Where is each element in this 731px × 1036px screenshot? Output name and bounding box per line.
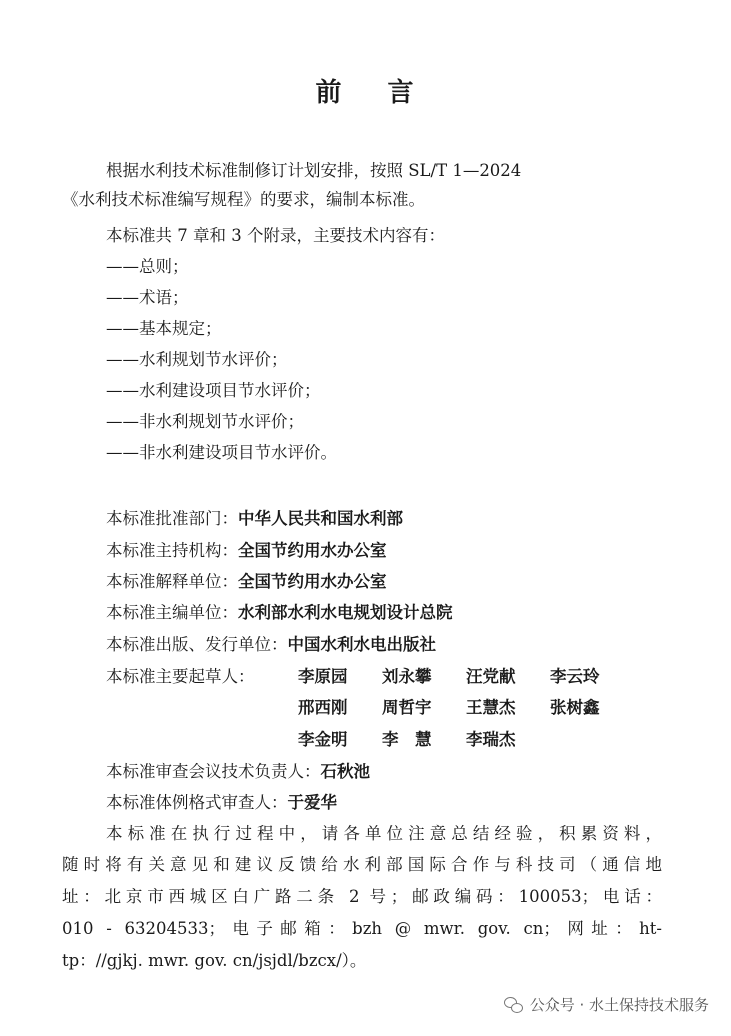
drafter-name: 周哲宇 — [382, 698, 432, 717]
publisher-row — [106, 634, 706, 656]
contents-item: ——基本规定； — [106, 319, 222, 338]
closing-line-2: 随时将有关意见和建议反馈给水利部国际合作与科技司（通信地 — [62, 855, 662, 874]
format-reviewer-label: 本标准体例格式审查人： — [106, 793, 288, 812]
approval-row — [106, 508, 706, 530]
drafter-name: 李 慧 — [382, 730, 432, 749]
drafter-name: 汪党献 — [466, 667, 516, 686]
host-row — [106, 540, 706, 562]
drafter-name: 刘永攀 — [382, 667, 432, 686]
drafter-name: 王慧杰 — [466, 698, 516, 717]
format-reviewer-row — [106, 792, 706, 814]
drafter-name: 邢西刚 — [298, 698, 348, 717]
drafter-name: 李原园 — [298, 667, 348, 686]
drafters-row-2 — [298, 697, 634, 719]
review-lead-value: 石秋池 — [320, 762, 370, 781]
interpret-label: 本标准解释单位： — [106, 572, 238, 591]
contents-item: ——水利规划节水评价； — [106, 350, 288, 369]
contents-item: ——非水利规划节水评价； — [106, 412, 304, 431]
contents-item: ——术语； — [106, 288, 189, 307]
review-lead-row — [106, 761, 706, 783]
closing-line-4: 010 - 63204533；电子邮箱：bzh @ mwr. gov. cn；网址：ht- — [62, 919, 662, 938]
approval-value: 中华人民共和国水利部 — [238, 509, 403, 528]
drafters-label: 本标准主要起草人： — [106, 667, 255, 686]
page-title — [0, 72, 731, 109]
drafters-row-3 — [298, 729, 550, 751]
drafter-name: 张树鑫 — [550, 698, 600, 717]
title-char-2: 言 — [387, 78, 416, 108]
watermark-footer — [504, 994, 709, 1015]
approval-label: 本标准批准部门： — [106, 509, 238, 528]
closing-line-5: tp：//gjkj. mwr. gov. cn/jsjdl/bzcx/）。 — [62, 951, 367, 970]
footer-text: 公众号 · 水土保持技术服务 — [529, 996, 709, 1014]
publisher-label: 本标准出版、发行单位： — [106, 635, 288, 654]
drafter-name: 李金明 — [298, 730, 348, 749]
contents-item: ——总则； — [106, 257, 189, 276]
contents-intro: 本标准共 7 章和 3 个附录，主要技术内容有： — [106, 226, 445, 245]
drafter-name: 李瑞杰 — [466, 730, 516, 749]
wechat-icon — [504, 997, 524, 1013]
contents-item: ——水利建设项目节水评价； — [106, 381, 321, 400]
intro-line-1: 根据水利技术标准制修订计划安排，按照 SL/T 1—2024 — [106, 161, 522, 180]
closing-line-3: 址：北京市西城区白广路二条 2 号；邮政编码：100053；电话： — [62, 887, 662, 906]
title-char-1: 前 — [315, 78, 344, 108]
chief-editor-row — [106, 602, 706, 624]
host-label: 本标准主持机构： — [106, 541, 238, 560]
closing-line-1: 本标准在执行过程中，请各单位注意总结经验，积累资料， — [106, 824, 662, 843]
drafters-row-1 — [298, 666, 634, 688]
drafter-name: 李云玲 — [550, 667, 600, 686]
review-lead-label: 本标准审查会议技术负责人： — [106, 762, 321, 781]
chief-editor-value: 水利部水利水电规划设计总院 — [238, 603, 453, 622]
contents-item: ——非水利建设项目节水评价。 — [106, 443, 337, 462]
host-value: 全国节约用水办公室 — [238, 541, 387, 560]
format-reviewer-value: 于爱华 — [287, 793, 337, 812]
interpret-value: 全国节约用水办公室 — [238, 572, 387, 591]
publisher-value: 中国水利水电出版社 — [287, 635, 436, 654]
chief-editor-label: 本标准主编单位： — [106, 603, 238, 622]
intro-line-2: 《水利技术标准编写规程》的要求，编制本标准。 — [62, 190, 425, 209]
interpret-row — [106, 571, 706, 593]
